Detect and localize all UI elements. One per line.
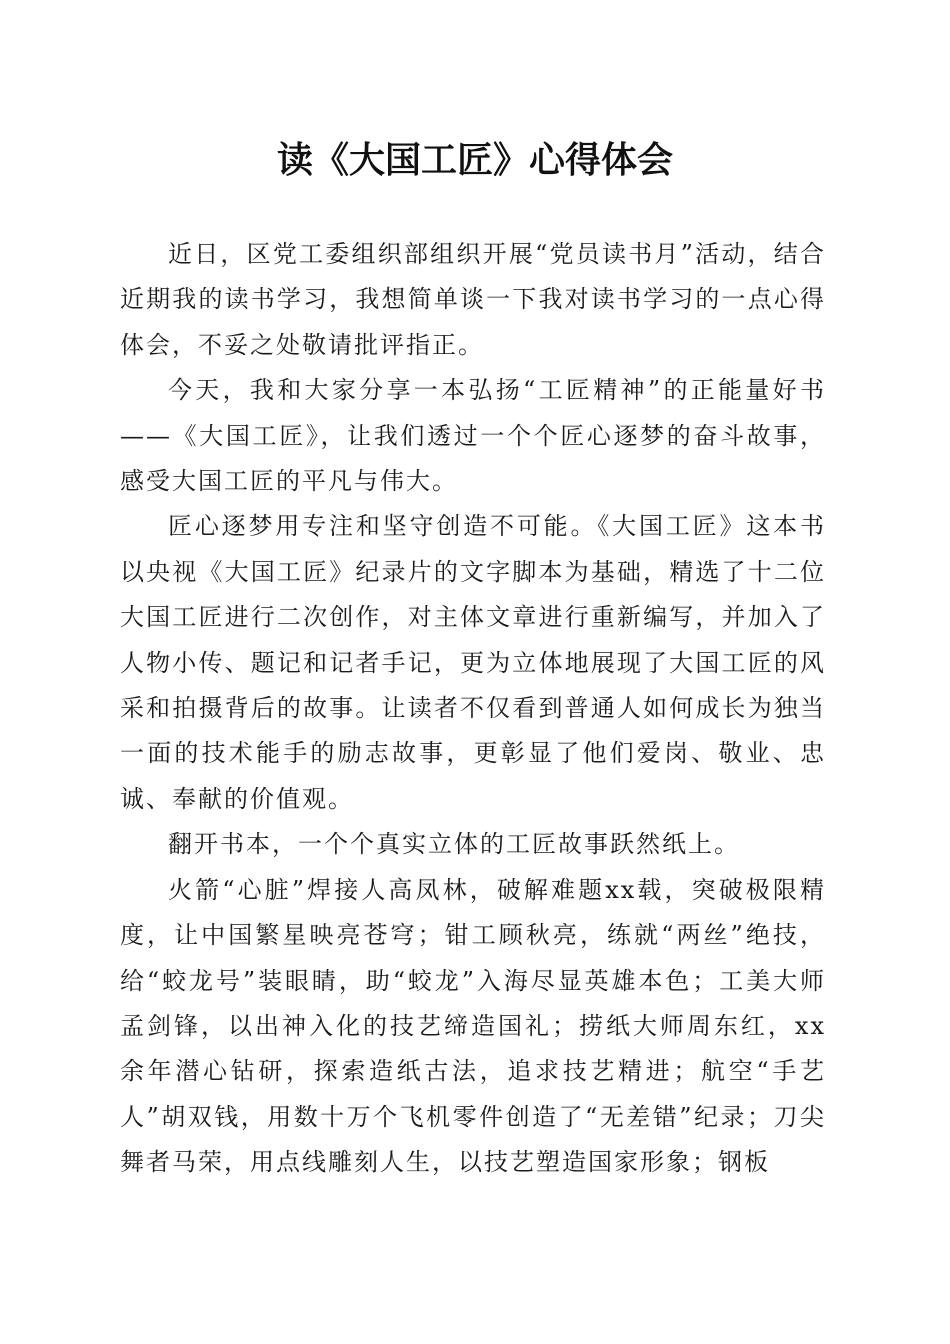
paragraph-open-book: 翻开书本，一个个真实立体的工匠故事跃然纸上。 — [168, 830, 740, 859]
paragraph-book-overview: 匠心逐梦用专注和坚守创造不可能。《大国工匠》这本书以央视《大国工匠》纪录片的文字脚本为基础，精选了十二位大国工匠进行二次创作，对主体文章进行重新编写，并加入了人物小传、题记和记者手记，更为立体地展现了大国工匠的风采和拍摄背后的故事。让读者不仅看到普通人如何成长为独当一面的技术能手的励志故事，更彰显了他们爱岗、敬业、忠诚、奉献的价值观。 — [120, 512, 826, 813]
paragraph-intro: 近日，区党工委组织部组织开展“党员读书月”活动，结合近期我的读书学习，我想简单谈一下我对读书学习的一点心得体会，不妥之处敬请批评指正。 — [120, 240, 826, 359]
document-body — [120, 232, 826, 1186]
paragraph-craftsmen-stories: 火箭“心脏”焊接人高凤林，破解难题xx载，突破极限精度，让中国繁星映亮苍穹；钳工顾秋亮，练就“两丝”绝技，给“蛟龙号”装眼睛，助“蛟龙”入海尽显英雄本色；工美大师孟剑锋，以出神入化的技艺缔造国礼；捞纸大师周东红，xx余年潜心钻研，探索造纸古法，追求技艺精进；航空“手艺人”胡双钱，用数十万个飞机零件创造了“无差错”纪录；刀尖舞者马荣，用点线雕刻人生，以技艺塑造国家形象；钢板 — [120, 875, 826, 1177]
paragraph-book-share: 今天，我和大家分享一本弘扬“工匠精神”的正能量好书——《大国工匠》，让我们透过一个个匠心逐梦的奋斗故事，感受大国工匠的平凡与伟大。 — [120, 376, 826, 496]
document-title: 读《大国工匠》心得体会 — [276, 139, 673, 181]
